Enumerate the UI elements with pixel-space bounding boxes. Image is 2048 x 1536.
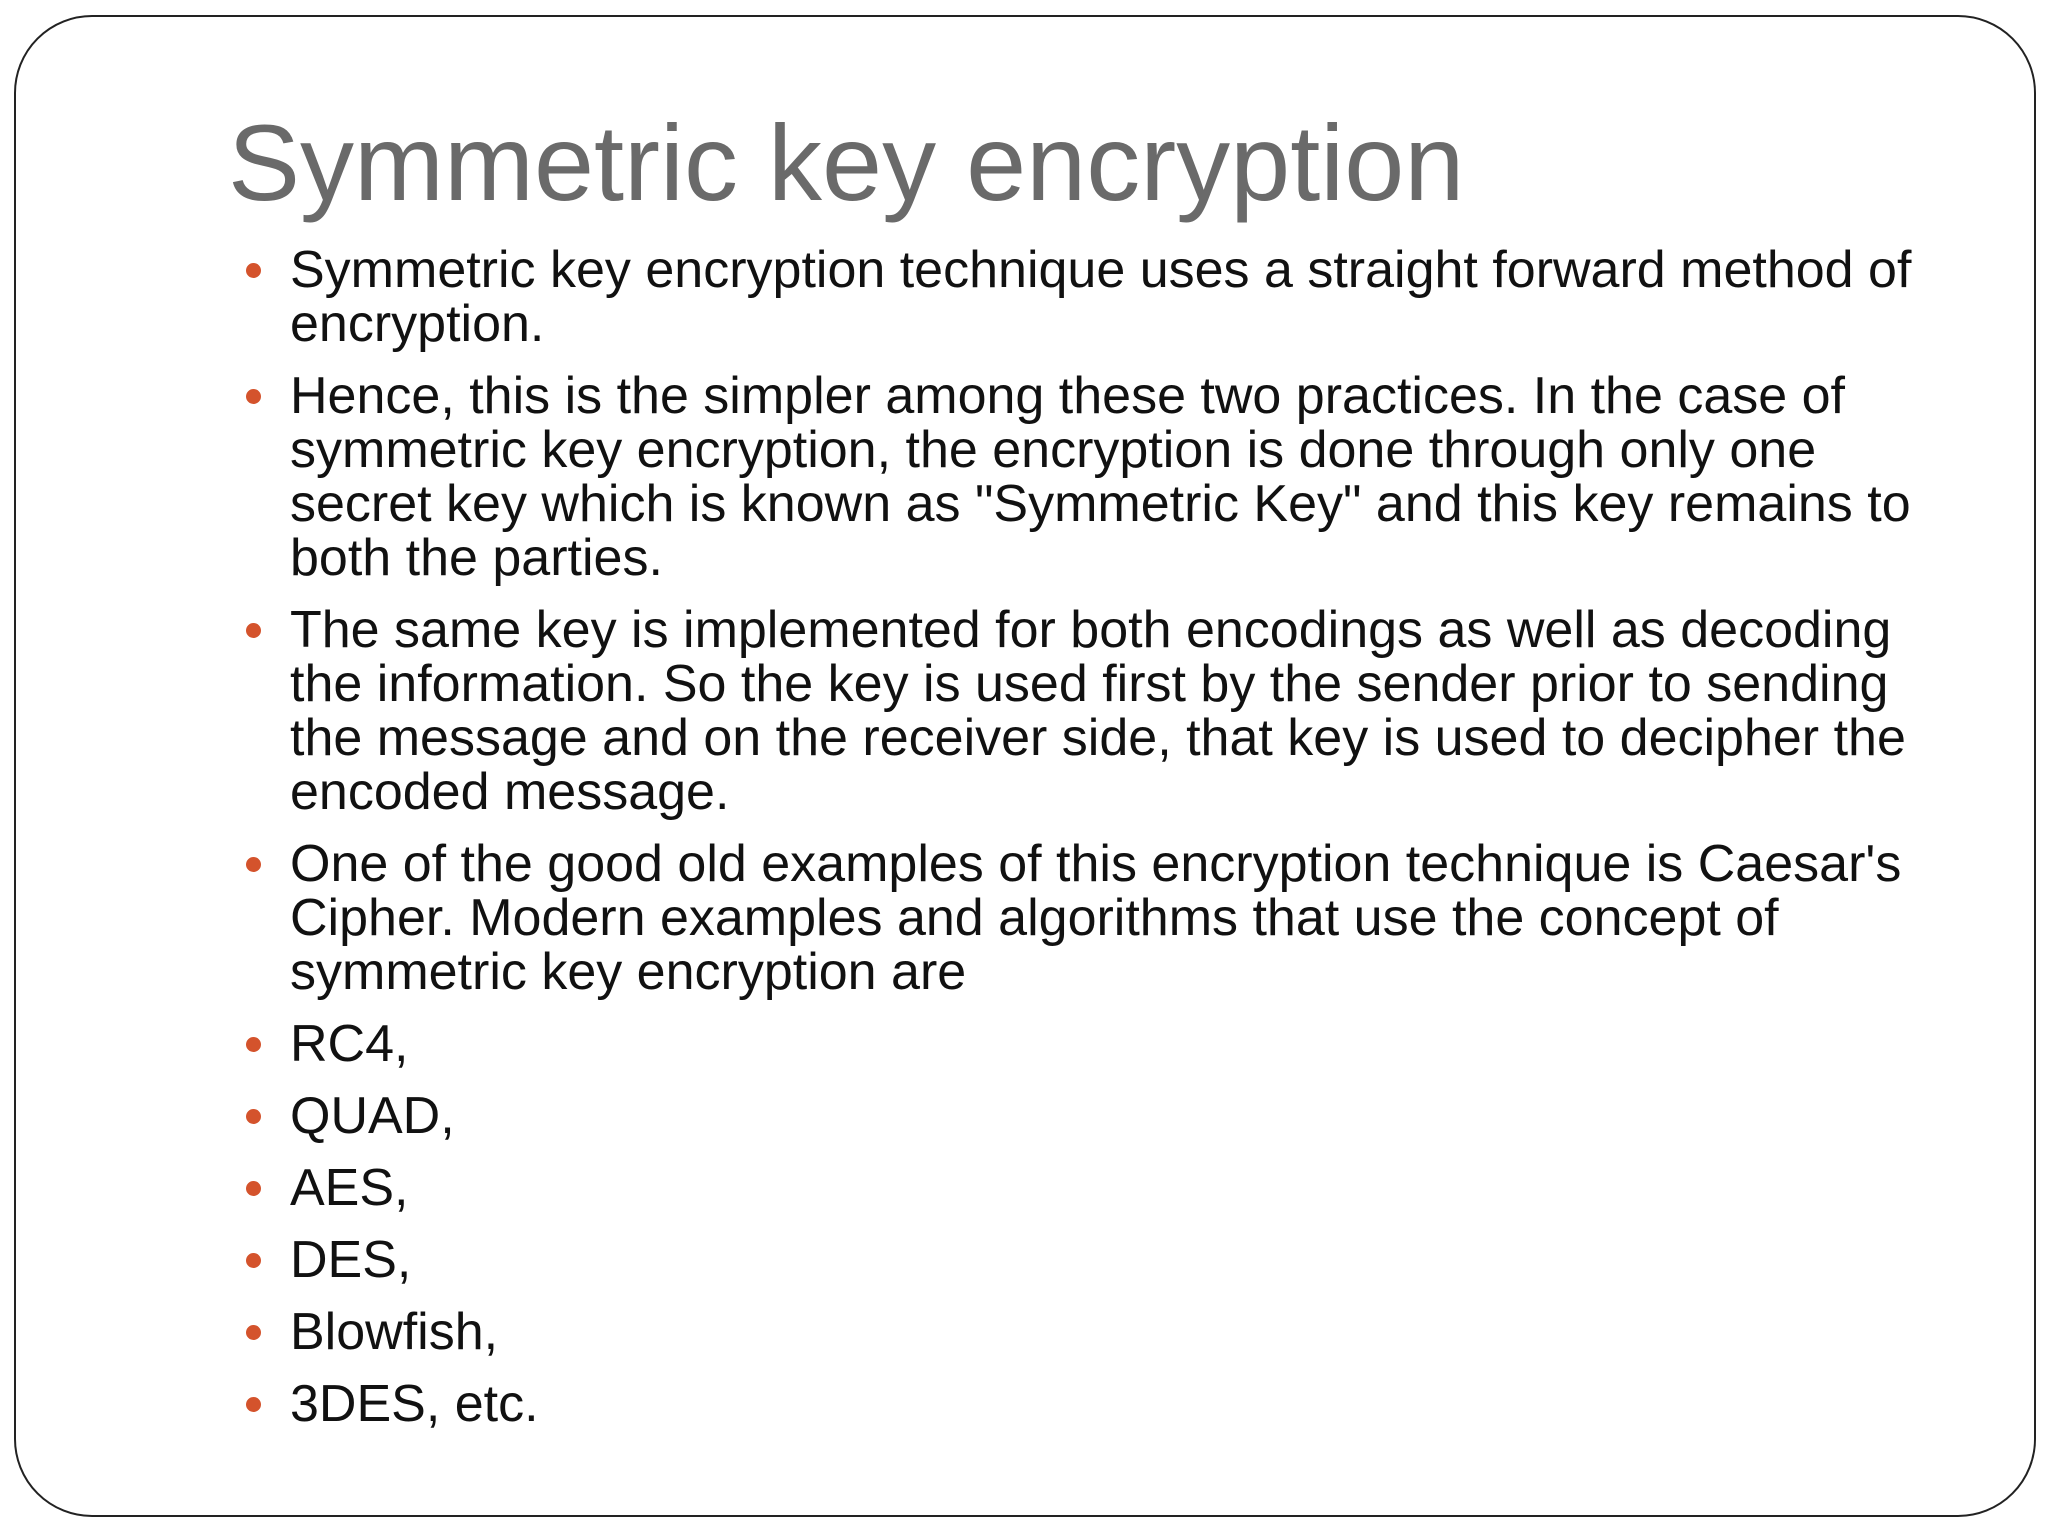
bullet-item — [228, 243, 1968, 351]
bullet-item — [228, 1161, 1968, 1215]
bullet-dot-icon — [246, 1109, 261, 1124]
bullet-item — [228, 369, 1968, 585]
bullet-item — [228, 1305, 1968, 1359]
bullet-item — [228, 1233, 1968, 1287]
bullet-item — [228, 1377, 1968, 1431]
bullet-dot-icon — [246, 857, 261, 872]
bullet-dot-icon — [246, 1397, 261, 1412]
bullet-text: DES, — [290, 1231, 412, 1289]
bullet-text: RC4, — [290, 1015, 409, 1073]
bullet-dot-icon — [246, 1253, 261, 1268]
bullet-text: One of the good old examples of this encryption technique is Caesar's Cipher. Modern examples and algorithms that use the concept of symmetric key encryption are — [290, 835, 1902, 1001]
bullet-dot-icon — [246, 623, 261, 638]
bullet-text: 3DES, etc. — [290, 1375, 539, 1433]
bullet-text: QUAD, — [290, 1087, 455, 1145]
slide-title: Symmetric key encryption — [228, 102, 1465, 223]
slide — [14, 15, 2036, 1517]
bullet-dot-icon — [246, 1181, 261, 1196]
bullet-item — [228, 603, 1968, 819]
bullet-text: The same key is implemented for both encodings as well as decoding the information. So the key is used first by the sender prior to sending the message and on the receiver side, that key is used to decipher the encoded message. — [290, 601, 1906, 821]
bullet-dot-icon — [246, 1325, 261, 1340]
bullet-text: AES, — [290, 1159, 409, 1217]
bullet-list — [228, 243, 1968, 1449]
bullet-text: Symmetric key encryption technique uses a straight forward method of encryption. — [290, 241, 1912, 353]
bullet-item — [228, 1089, 1968, 1143]
bullet-item — [228, 1017, 1968, 1071]
bullet-item — [228, 837, 1968, 999]
bullet-text: Hence, this is the simpler among these two practices. In the case of symmetric key encryption, the encryption is done through only one secret key which is known as "Symmetric Key" and this key remains to both the parties. — [290, 367, 1911, 587]
bullet-dot-icon — [246, 1037, 261, 1052]
bullet-dot-icon — [246, 263, 261, 278]
bullet-text: Blowfish, — [290, 1303, 499, 1361]
bullet-dot-icon — [246, 389, 261, 404]
